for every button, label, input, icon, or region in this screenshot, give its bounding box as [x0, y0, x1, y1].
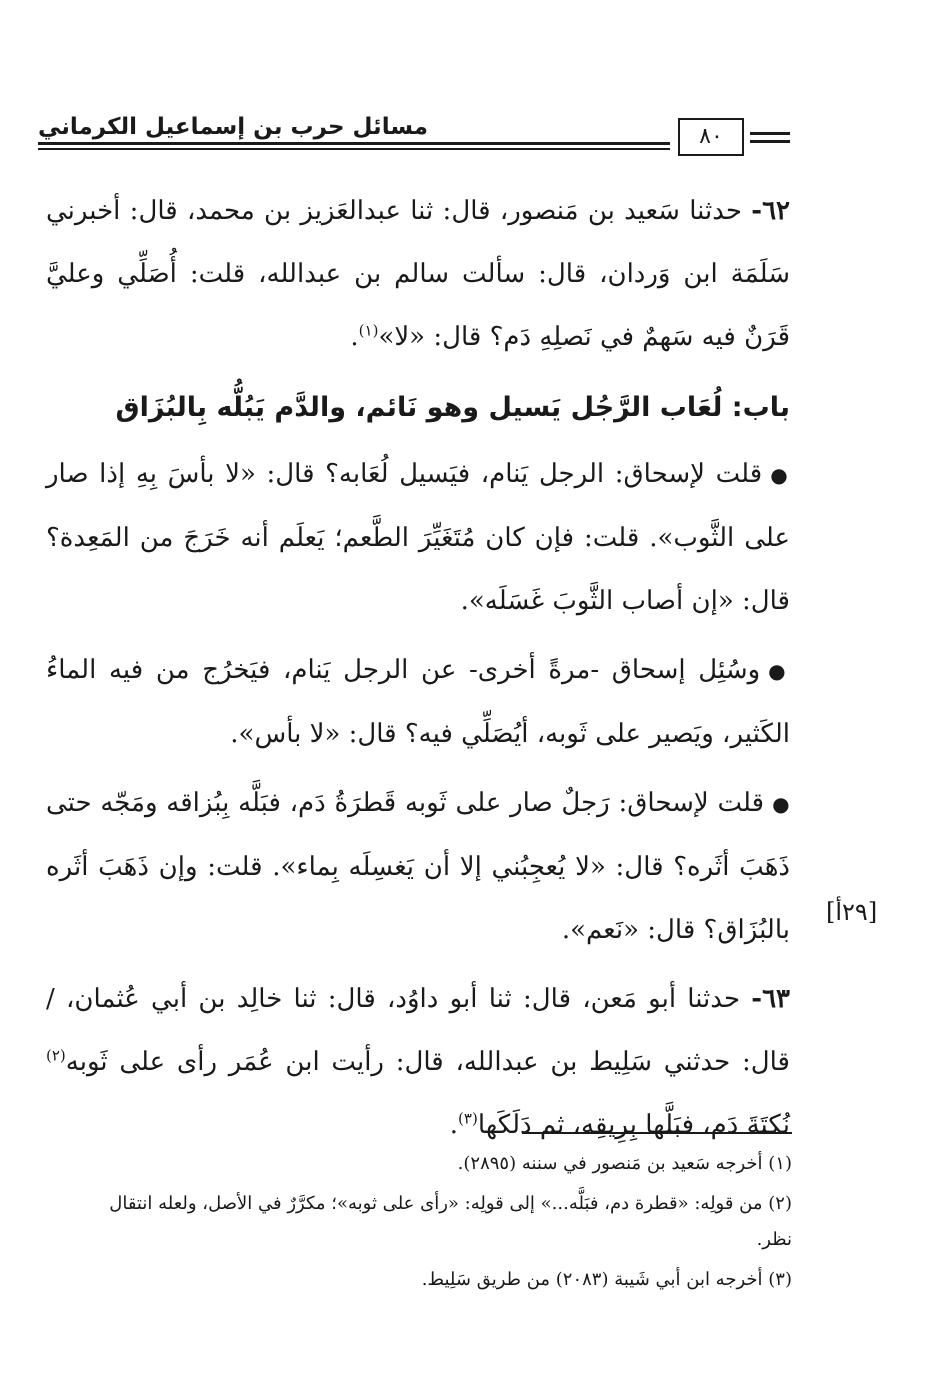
page-number: ٨٠	[678, 118, 744, 156]
bullet-paragraph	[46, 443, 790, 633]
narration-text: حدثنا سَعيد بن مَنصور، قال: ثنا عبدالعَزيز بن محمد، قال: أخبرني سَلَمَة ابن وَردان، قال: سألت سالم بن عبدالله، قلت: أُصَلِّي وعليَّ قَرَنٌ فيه سَهمٌ في نَصلِهِ دَم؟ قال: «لا»	[46, 196, 790, 352]
bullet-paragraph	[46, 639, 790, 766]
footnote	[80, 1186, 792, 1258]
footnote-separator	[522, 1132, 792, 1134]
narration-text: حدثنا أبو مَعن، قال: ثنا أبو داوُد، قال: ثنا خالِد بن أبي عُثمان، / قال: حدثني سَلِيط بن عبدالله، قال: رأيت ابن عُمَر رأى على ثَوبه	[46, 984, 790, 1077]
footnote-ref[interactable]: (٣)	[458, 1109, 478, 1128]
footnote-ref[interactable]: (٢)	[46, 1046, 66, 1065]
running-header	[38, 108, 790, 158]
bullet-icon: ●	[768, 659, 790, 683]
bullet-icon: ●	[770, 463, 790, 487]
footnote-ref[interactable]: (١)	[358, 321, 379, 340]
main-text	[46, 180, 790, 1157]
bullet-icon: ●	[772, 792, 791, 816]
narration-63	[46, 968, 790, 1157]
footnote-marker: (٢)	[768, 1193, 792, 1214]
punctuation: .	[449, 1110, 459, 1140]
header-ornament	[750, 140, 790, 143]
footnote-marker: (٣)	[768, 1269, 792, 1290]
header-rule	[38, 142, 670, 145]
footnote	[80, 1146, 792, 1182]
header-ornament	[750, 132, 790, 135]
narration-number: ٦٢-	[751, 196, 791, 226]
book-title: مسائل حرب بن إسماعيل الكرماني	[38, 114, 428, 140]
manuscript-folio-marker: [٢٩أ]	[826, 898, 878, 926]
narration-62	[46, 180, 790, 369]
bullet-text: قلت لإسحاق: رَجلٌ صار على ثَوبه قَطرَةُ دَم، فبَلَّه بِبُزاقه ومَجّه حتى ذَهَبَ أثَره؟ قال: «لا يُعجِبُني إلا أن يَغسِلَه بِماء». قلت: وإن ذَهَبَ أثَره بالبُزَاق؟ قال: «نَعم».	[46, 788, 790, 945]
header-rule	[38, 148, 670, 150]
bullet-paragraph	[46, 772, 790, 962]
narration-text: نُكتَةَ دَم، فبَلَّها بِرِيقِه، ثم دَلَكَها	[477, 1110, 790, 1140]
bullet-text: قلت لإسحاق: الرجل يَنام، فيَسيل لُعَابه؟ قال: «لا بأسَ بِهِ إذا صار على الثَّوب». قلت: فإن كان مُتَغَيِّرَ الطَّعم؛ يَعلَم أنه خَرَجَ من المَعِدة؟ قال: «إن أصاب الثَّوبَ غَسَلَه».	[46, 459, 790, 616]
chapter-heading: باب: لُعَاب الرَّجُل يَسيل وهو نَائم، والدَّم يَبُلُّه بِالبُزَاق	[115, 392, 790, 423]
footnote-text: أخرجه ابن أبي شَيبة (٢٠٨٣) من طريق سَلِيط.	[421, 1269, 763, 1290]
footnote-text: أخرجه سَعيد بن مَنصور في سننه (٢٨٩٥).	[457, 1153, 763, 1174]
bullet-text: وسُئِل إسحاق -مرةً أخرى- عن الرجل يَنام، فيَخرُج من فيه الماءُ الكَثير، ويَصير على ثَوبه، أيُصَلِّي فيه؟ قال: «لا بأس».	[46, 655, 790, 749]
footnote-text: من قولِه: «قطرة دم، فبَلَّه...» إلى قولِه: «رأى على ثوبه»؛ مكرَّرٌ في الأصل، ولعله انتقال نظر.	[109, 1193, 792, 1250]
punctuation: .	[350, 322, 359, 352]
footnote	[80, 1262, 792, 1298]
narration-number: ٦٣-	[751, 984, 790, 1014]
footnote-marker: (١)	[768, 1153, 792, 1174]
footnotes	[80, 1146, 792, 1302]
